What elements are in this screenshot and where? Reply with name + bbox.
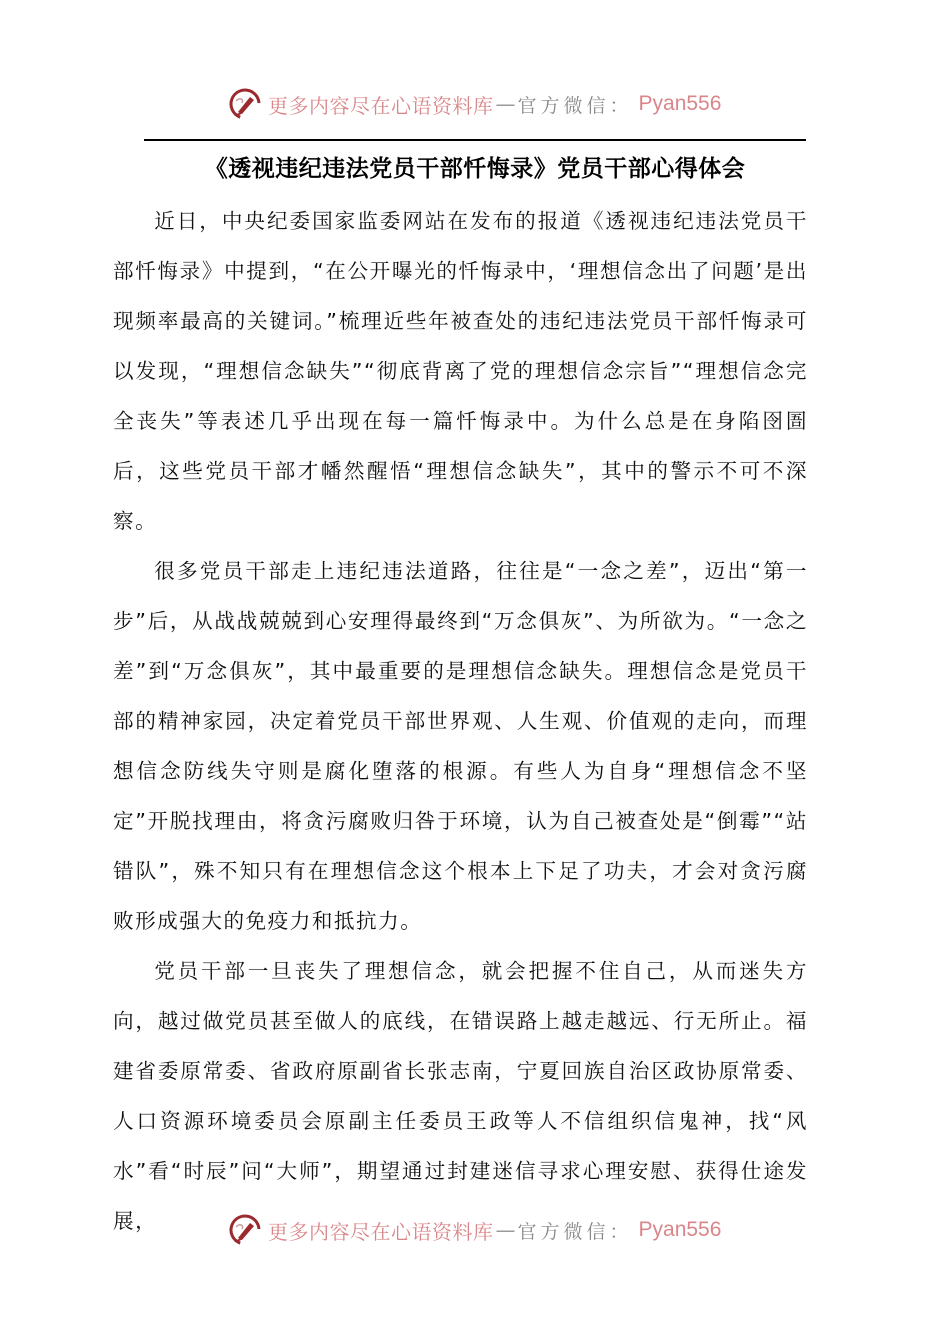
quill-pen-logo-icon [228,1213,262,1247]
wechat-id: Pyan556 [638,1218,722,1241]
header-banner [228,86,721,122]
site-text: 更多内容尽在心语资料库 [268,1219,494,1244]
wechat-label: 官方微信： [517,94,633,117]
paragraph: 近日，中央纪委国家监委网站在发布的报道《透视违纪违法党员干部忏悔录》中提到，“在公开曝光的忏悔录中，‘理想信念出了问题’是出现频率最高的关键词。”梳理近些年被查处的违纪违法党员干部忏悔录可以发现，“理想信念缺失”“彻底背离了党的理想信念宗旨”“理想信念完全丧失”等表述几乎出现在每一篇忏悔录中。为什么总是在身陷囹圄后，这些党员干部才幡然醒悟“理想信念缺失”，其中的警示不可不深察。 [113,209,808,533]
document-body [113,196,808,1246]
quill-pen-logo-icon [228,87,262,121]
wechat-id: Pyan556 [638,92,722,115]
banner-dash: — [495,92,516,116]
header-divider [144,139,806,141]
paragraph: 党员干部一旦丧失了理想信念，就会把握不住自己，从而迷失方向，越过做党员甚至做人的底线，在错误路上越走越远、行无所止。福建省委原常委、省政府原副省长张志南，宁夏回族自治区政协原常委、人口资源环境委员会原副主任委员王政等人不信组织信鬼神，找“风水”看“时辰”问“大师”，期望通过封建迷信寻求心理安慰、获得仕途发展， [113,959,808,1233]
site-text: 更多内容尽在心语资料库 [268,93,494,118]
document-title: 《透视违纪违法党员干部忏悔录》党员干部心得体会 [204,156,746,182]
wechat-label: 官方微信： [517,1220,633,1243]
banner-dash: — [495,1218,516,1242]
paragraph: 很多党员干部走上违纪违法道路，往往是“一念之差”，迈出“第一步”后，从战战兢兢到心安理得最终到“万念俱灰”、为所欲为。“一念之差”到“万念俱灰”，其中最重要的是理想信念缺失。理想信念是党员干部的精神家园，决定着党员干部世界观、人生观、价值观的走向，而理想信念防线失守则是腐化堕落的根源。有些人为自身“理想信念不坚定”开脱找理由，将贪污腐败归咎于环境，认为自己被查处是“倒霉”“站错队”，殊不知只有在理想信念这个根本上下足了功夫，才会对贪污腐败形成强大的免疫力和抵抗力。 [113,559,808,933]
footer-banner [228,1212,721,1248]
